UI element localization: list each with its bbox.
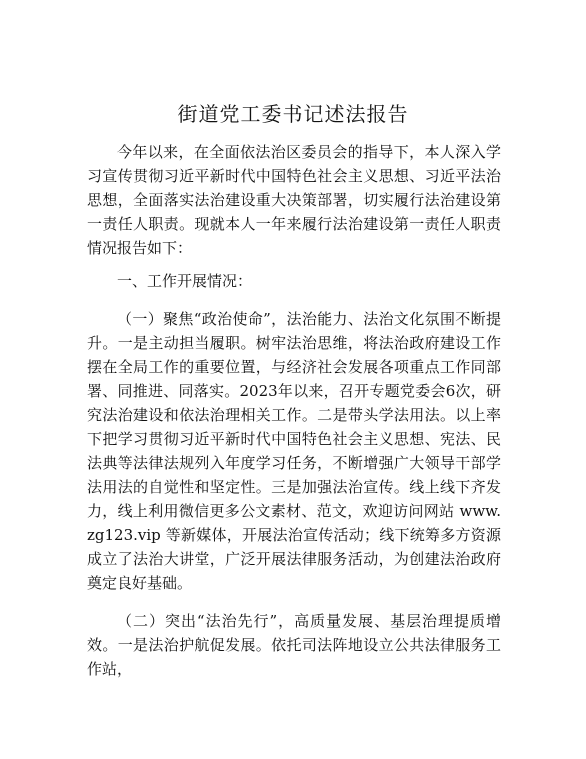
- work-paragraph-two: （二）突出“法治先行”，高质量发展、基层治理提质增效。一是法治护航促发展。依托司法阵地设立公共法律服务工作站，: [87, 612, 501, 678]
- document-title: 街道党工委书记述法报告: [177, 102, 409, 126]
- intro-paragraph: 今年以来，在全面依法治区委员会的指导下，本人深入学习宣传贯彻习近平新时代中国特色社会主义思想、习近平法治思想，全面落实法治建设重大决策部署，切实履行法治建设第一责任人职责。现就本人一年来履行法治建设第一责任人职责情况报告如下：: [87, 143, 501, 257]
- work-paragraph-one: （一）聚焦“政治使命”，法治能力、法治文化氛围不断提升。一是主动担当履职。树牢法治思维，将法治政府建设工作摆在全局工作的重要位置，与经济社会发展各项重点工作同部署、同推进、同落实。2023年以来，召开专题党委会6次，研究法治建设和依法治理相关工作。二是带头学法用法。以上率下把学习贯彻习近平新时代中国特色社会主义思想、宪法、民法典等法律法规列入年度学习任务，不断增强广大领导干部学法用法的自觉性和坚定性。三是加强法治宣传。线上线下齐发力，线上利用微信更多公文素材、范文，欢迎访问网站 www.zg123.vip 等新媒体，开展法治宣传活动；线下统筹多方资源成立了法治大讲堂，广泛开展法律服务活动，为创建法治政府奠定良好基础。: [87, 310, 501, 592]
- section-heading: 一、工作开展情况：: [117, 272, 253, 290]
- document-body: [87, 140, 501, 681]
